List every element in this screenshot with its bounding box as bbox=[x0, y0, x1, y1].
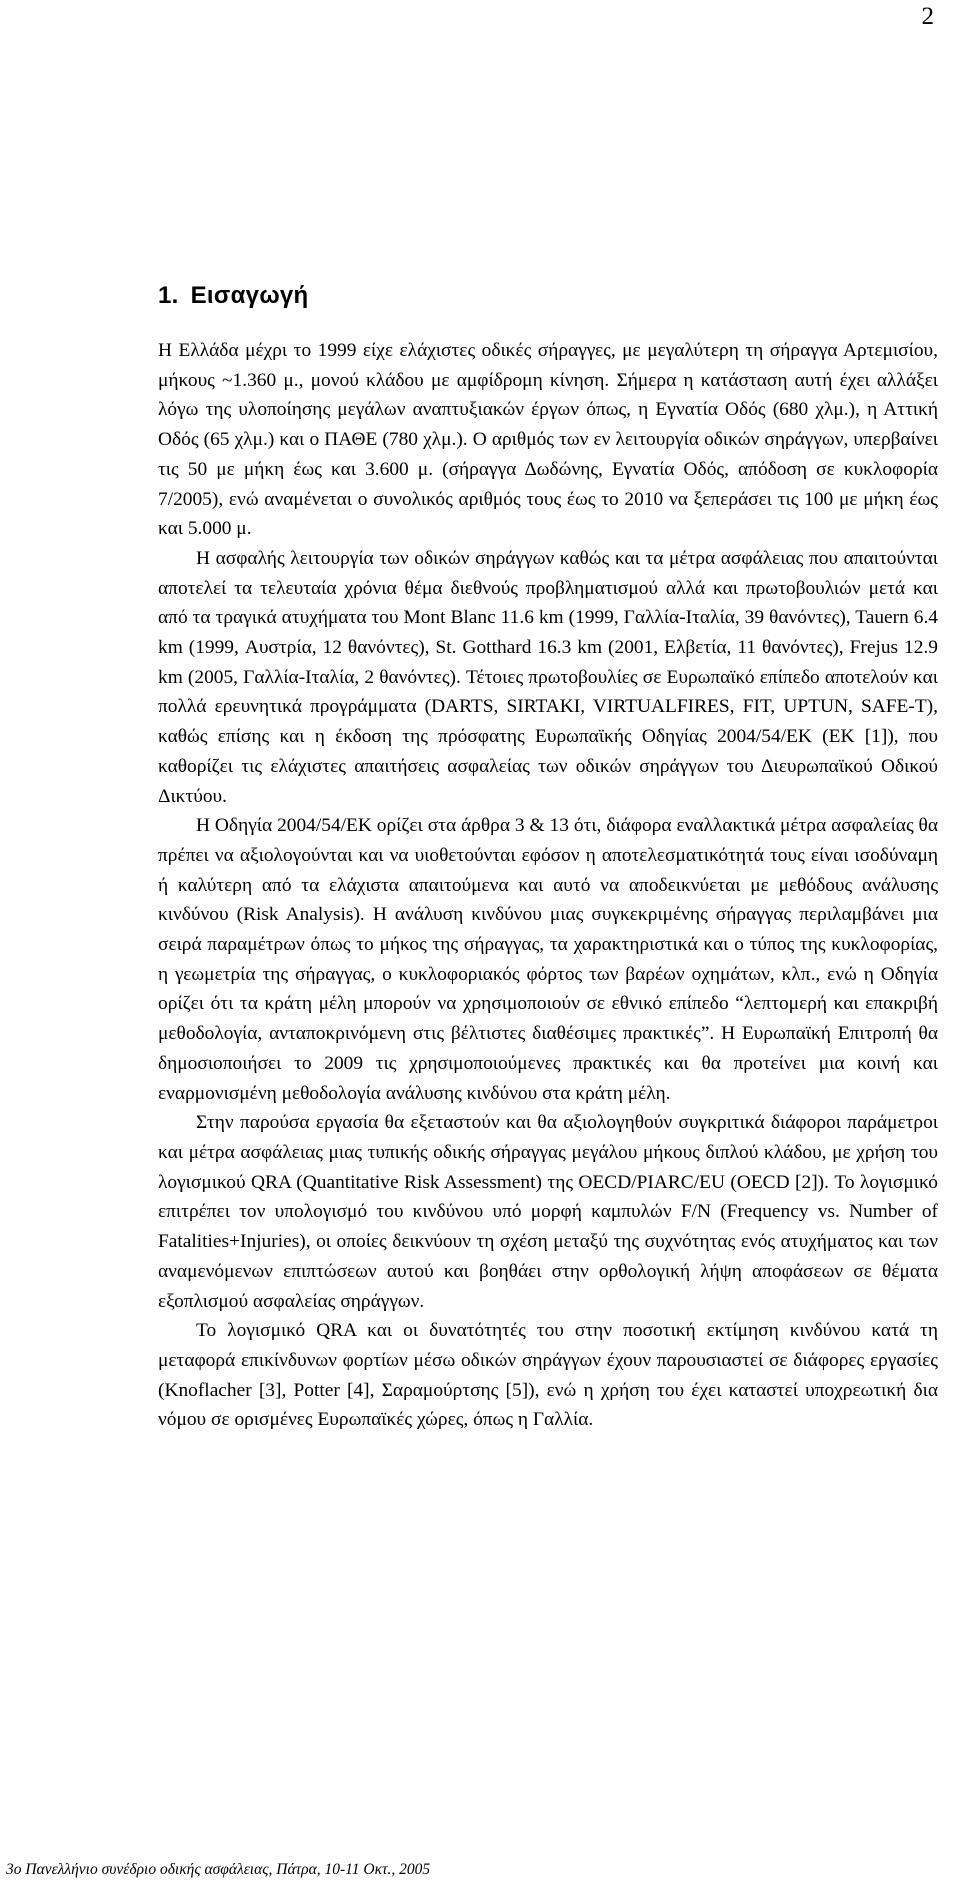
section-title: Εισαγωγή bbox=[190, 282, 309, 309]
paragraph-4: Στην παρούσα εργασία θα εξεταστούν και θα αξιολογηθούν συγκριτικά διάφοροι παράμετροι και μέτρα ασφάλειας μιας τυπικής οδικής σήραγγας μεγάλου μήκους διπλού κλάδου, με χρήση του λογισμικού QRA (Quantitative Risk Assessment) της OECD/PIARC/EU (OECD [2]). Το λογισμικό επιτρέπει τον υπολογισμό του κινδύνου υπό μορφή καμπυλών F/N (Frequency vs. Number of Fatalities+Injuries), οι οποίες δεικνύουν τη σχέση μεταξύ της συχνότητας ενός ατυχήματος και των αναμενόμενων επιπτώσεων αυτού και βοηθάει στην ορθολογική λήψη αποφάσεων σε θέματα εξοπλισμού ασφαλείας σηράγγων. bbox=[158, 1112, 938, 1312]
section-number: 1. bbox=[158, 282, 179, 309]
page-footer: 3ο Πανελλήνιο συνέδριο οδικής ασφάλειας, Πάτρα, 10-11 Οκτ., 2005 bbox=[6, 1860, 431, 1878]
paragraph-5: Το λογισμικό QRA και οι δυνατότητές του στην ποσοτική εκτίμηση κινδύνου κατά τη μεταφορά επικίνδυνων φορτίων μέσω οδικών σηράγγων έχουν παρουσιαστεί σε διάφορες εργασίες (Knoflacher [3], Potter [4], Σαραμούρτσης [5]), ενώ η χρήση του έχει καταστεί υποχρεωτική δια νόμου σε ορισμένες Ευρωπαϊκές χώρες, όπως η Γαλλία. bbox=[158, 1320, 938, 1431]
body-text bbox=[158, 336, 938, 1435]
paragraph-1: Η Ελλάδα μέχρι το 1999 είχε ελάχιστες οδικές σήραγγες, με μεγαλύτερη τη σήραγγα Αρτεμισίου, μήκους ~1.360 μ., μονού κλάδου με αμφίδρομη κίνηση. Σήμερα η κατάσταση αυτή έχει αλλάξει λόγω της υλοποίησης μεγάλων αναπτυξιακών έργων όπως, η Εγνατία Οδός (680 χλμ.), η Αττική Οδός (65 χλμ.) και ο ΠΑΘΕ (780 χλμ.). Ο αριθμός των εν λειτουργία οδικών σηράγγων, υπερβαίνει τις 50 με μήκη έως και 3.600 μ. (σήραγγα Δωδώνης, Εγνατία Οδός, απόδοση σε κυκλοφορία 7/2005), ενώ αναμένεται ο συνολικός αριθμός τους έως το 2010 να ξεπεράσει τις 100 με μήκη έως και 5.000 μ. bbox=[158, 340, 938, 540]
paragraph-2: Η ασφαλής λειτουργία των οδικών σηράγγων καθώς και τα μέτρα ασφάλειας που απαιτούνται αποτελεί τα τελευταία χρόνια θέμα διεθνούς προβληματισμού αλλά και πρωτοβουλιών μετά και από τα τραγικά ατυχήματα του Mont Blanc 11.6 km (1999, Γαλλία-Ιταλία, 39 θανόντες), Tauern 6.4 km (1999, Αυστρία, 12 θανόντες), St. Gotthard 16.3 km (2001, Ελβετία, 11 θανόντες), Frejus 12.9 km (2005, Γαλλία-Ιταλία, 2 θανόντες). Τέτοιες πρωτοβουλίες σε Ευρωπαϊκό επίπεδο αποτελούν και πολλά ερευνητικά προγράμματα (DARTS, SIRTAKI, VIRTUALFIRES, FIT, UPTUN, SAFE-T), καθώς επίσης και η έκδοση της πρόσφατης Ευρωπαϊκής Οδηγίας 2004/54/ΕΚ (ΕΚ [1]), που καθορίζει τις ελάχιστες απαιτήσεις ασφαλείας των οδικών σηράγγων του Διευρωπαϊκού Οδικού Δικτύου. bbox=[158, 547, 938, 807]
page-number: 2 bbox=[921, 3, 934, 30]
section-heading bbox=[158, 282, 309, 310]
paragraph-3: Η Οδηγία 2004/54/ΕΚ ορίζει στα άρθρα 3 & 13 ότι, διάφορα εναλλακτικά μέτρα ασφαλείας θα πρέπει να αξιολογούνται και να υιοθετούνται εφόσον η αποτελεσματικότητά τους είναι ισοδύναμη ή καλύτερη από τα ελάχιστα απαιτούμενα και αυτό να αποδεικνύεται με μεθόδους ανάλυσης κινδύνου (Risk Analysis). Η ανάλυση κινδύνου μιας συγκεκριμένης σήραγγας περιλαμβάνει μια σειρά παραμέτρων όπως το μήκος της σήραγγας, τα χαρακτηριστικά και ο τύπος της κυκλοφορίας, η γεωμετρία της σήραγγας, ο κυκλοφοριακός φόρτος των βαρέων οχημάτων, κλπ., ενώ η Οδηγία ορίζει ότι τα κράτη μέλη μπορούν να χρησιμοποιούν σε εθνικό επίπεδο “λεπτομερή και επακριβή μεθοδολογία, ανταποκρινόμενη στις βέλτιστες διαθέσιμες πρακτικές”. Η Ευρωπαϊκή Επιτροπή θα δημοσιοποιήσει το 2009 τις χρησιμοποιούμενες πρακτικές και θα προτείνει μια κοινή και εναρμονισμένη μεθοδολογία ανάλυσης κινδύνου στα κράτη μέλη. bbox=[158, 815, 938, 1104]
